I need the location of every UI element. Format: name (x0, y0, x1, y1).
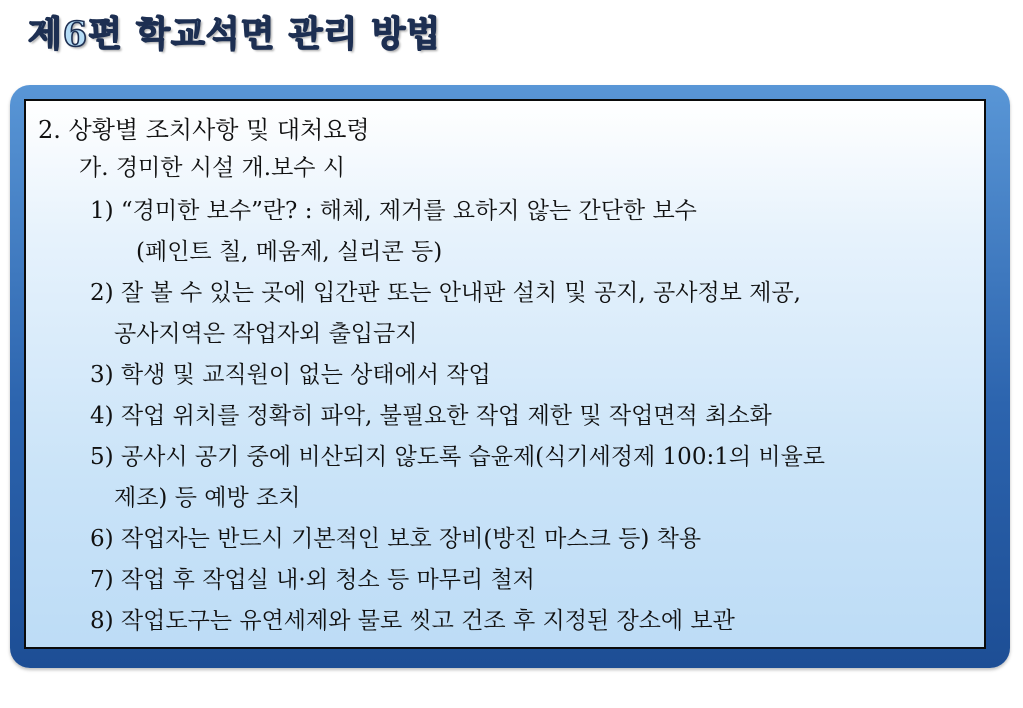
page-title: 제6편 학교석면 관리 방법 (28, 14, 442, 55)
list-item-5: 5) 공사시 공기 중에 비산되지 않도록 습윤제(식기세정제 100:1의 비율로 (90, 444, 826, 470)
list-item-2: 2) 잘 볼 수 있는 곳에 입간판 또는 안내판 설치 및 공지, 공사정보 제공, (90, 280, 801, 306)
section-heading: 2. 상황별 조치사항 및 대처요령 (38, 116, 370, 144)
list-item-5-continuation: 제조) 등 예방 조치 (114, 485, 301, 511)
subsection-heading: 가. 경미한 시설 개.보수 시 (79, 155, 346, 181)
list-item-8: 8) 작업도구는 유연세제와 물로 씻고 건조 후 지정된 장소에 보관 (90, 608, 735, 634)
list-item-1-continuation: (페인트 칠, 메움제, 실리콘 등) (136, 239, 443, 265)
list-item-1: 1) “경미한 보수”란? : 해체, 제거를 요하지 않는 간단한 보수 (90, 198, 697, 224)
content-panel (24, 99, 986, 649)
content-text (26, 101, 984, 647)
list-item-4: 4) 작업 위치를 정확히 파악, 불필요한 작업 제한 및 작업면적 최소화 (90, 403, 772, 429)
list-item-2-continuation: 공사지역은 작업자외 출입금지 (114, 321, 418, 347)
list-item-7: 7) 작업 후 작업실 내·외 청소 등 마무리 철저 (90, 567, 535, 593)
list-item-3: 3) 학생 및 교직원이 없는 상태에서 작업 (90, 362, 491, 388)
list-item-6: 6) 작업자는 반드시 기본적인 보호 장비(방진 마스크 등) 착용 (90, 526, 702, 552)
